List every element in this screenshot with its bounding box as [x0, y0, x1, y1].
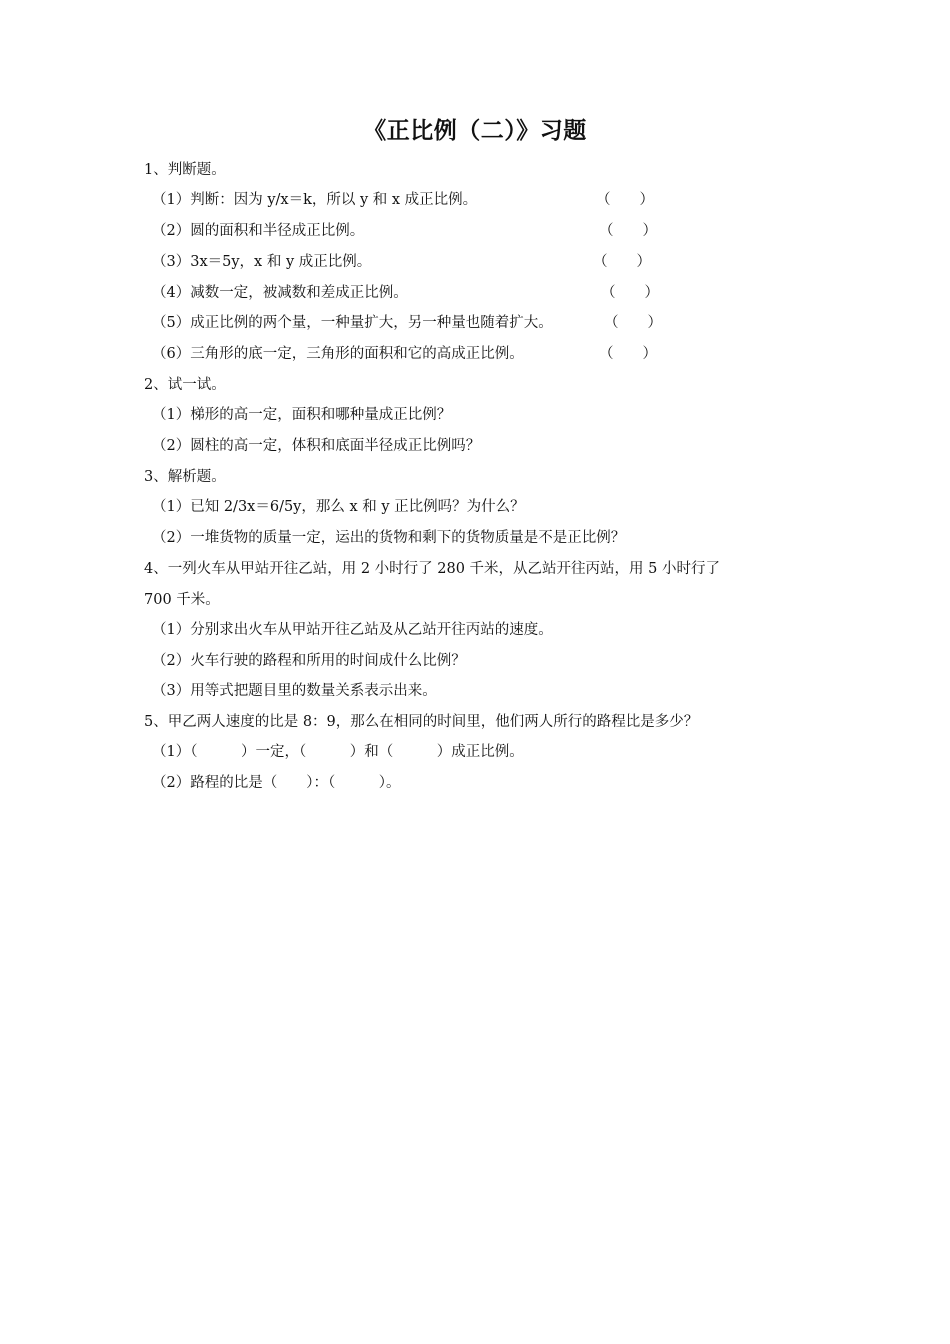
q4-item-3: （3）用等式把题目里的数量关系表示出来。 [152, 683, 437, 699]
q1-item-6: （6）三角形的底一定，三角形的面积和它的高成正比例。 [152, 346, 524, 362]
q1-item-6-answer-blank: （ ） [599, 346, 657, 362]
question-5-heading: 5、甲乙两人速度的比是 8：9，那么在相同的时间里，他们两人所行的路程比是多少？ [144, 714, 699, 730]
q4-item-1: （1）分别求出火车从甲站开往乙站及从乙站开往丙站的速度。 [152, 622, 553, 638]
question-1-heading: 1、判断题。 [144, 162, 226, 178]
q1-item-4: （4）减数一定，被减数和差成正比例。 [152, 285, 408, 301]
q1-item-1: （1）判断：因为 y/x＝k，所以 y 和 x 成正比例。 [152, 192, 478, 208]
q1-item-1-answer-blank: （ ） [596, 192, 654, 208]
q3-item-2: （2）一堆货物的质量一定，运出的货物和剩下的货物质量是不是正比例？ [152, 530, 626, 546]
question-2-heading: 2、试一试。 [144, 377, 226, 393]
question-4-heading: 4、一列火车从甲站开往乙站，用 2 小时行了 280 千米，从乙站开往丙站，用 5 小时行了 [144, 561, 721, 577]
q5-item-2: （2）路程的比是（ ）：（ ）。 [152, 775, 401, 791]
q1-item-3-answer-blank: （ ） [593, 254, 651, 270]
q1-item-4-answer-blank: （ ） [601, 285, 659, 301]
q1-item-2: （2）圆的面积和半径成正比例。 [152, 223, 365, 239]
q2-item-1: （1）梯形的高一定，面积和哪种量成正比例？ [152, 407, 452, 423]
q2-item-2: （2）圆柱的高一定，体积和底面半径成正比例吗？ [152, 438, 481, 454]
q1-item-2-answer-blank: （ ） [599, 223, 657, 239]
q1-item-5-answer-blank: （ ） [604, 315, 662, 331]
q1-item-3: （3）3x＝5y，x 和 y 成正比例。 [152, 254, 372, 270]
question-3-heading: 3、解析题。 [144, 469, 226, 485]
q5-item-1: （1）（ ）一定，（ ）和（ ）成正比例。 [152, 744, 524, 760]
q3-item-1: （1）已知 2/3x＝6/5y，那么 x 和 y 正比例吗？为什么？ [152, 499, 525, 515]
question-4-heading-continued: 700 千米。 [144, 592, 220, 608]
page-title: 《正比例（二）》习题 [363, 118, 587, 144]
q1-item-5: （5）成正比例的两个量，一种量扩大，另一种量也随着扩大。 [152, 315, 553, 331]
q4-item-2: （2）火车行驶的路程和所用的时间成什么比例？ [152, 653, 466, 669]
